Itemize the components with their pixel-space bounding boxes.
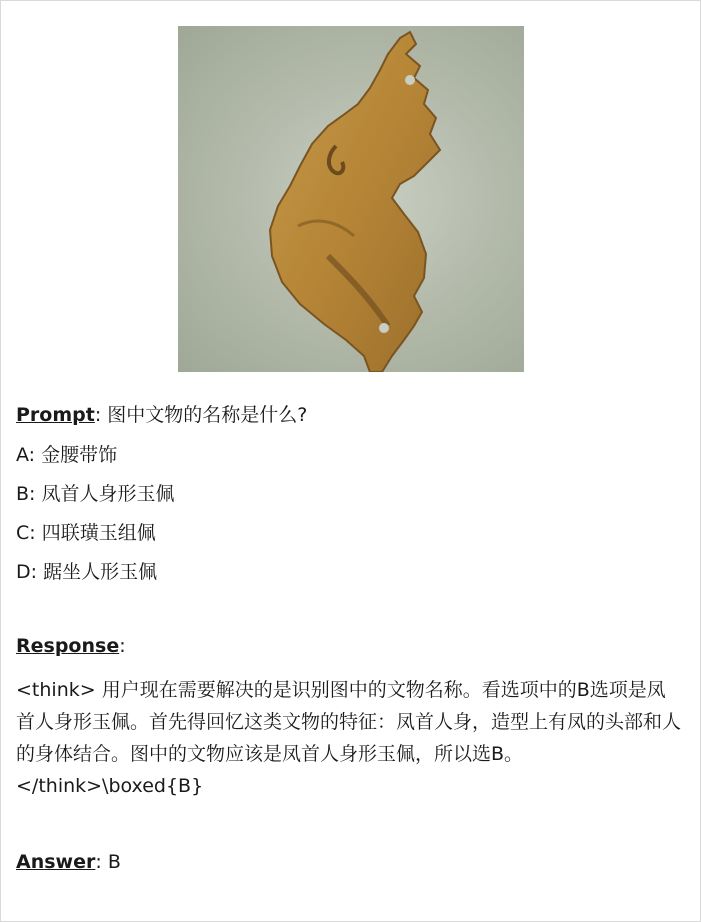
response-text: <think> 用户现在需要解决的是识别图中的文物名称。看选项中的B选项是凤首人身形玉佩。首先得回忆这类文物的特征：凤首人身，造型上有凤的头部和人的身体结合。图中的文物应该是凤首人身形玉佩，所以选B。</think>\boxed{B} [16,679,682,797]
response-heading [16,635,126,657]
response-colon: : [119,635,126,657]
prompt-label: Prompt [16,404,95,426]
answer-colon: : [95,851,108,873]
answer-label: Answer [16,851,96,873]
prompt-question: 图中文物的名称是什么? [107,404,308,426]
artifact-photo [178,26,524,372]
prompt-colon: : [94,404,108,426]
answer-value: B [107,851,121,873]
option-d: D: 踞坐人形玉佩 [16,561,158,583]
prompt-line [16,400,307,427]
jade-pendant-image [178,26,524,372]
answer-line [16,851,121,873]
option-a: A: 金腰带饰 [16,444,118,466]
option-c: C: 四联璜玉组佩 [16,522,156,544]
response-label: Response [16,635,120,657]
option-b: B: 凤首人身形玉佩 [16,483,175,505]
